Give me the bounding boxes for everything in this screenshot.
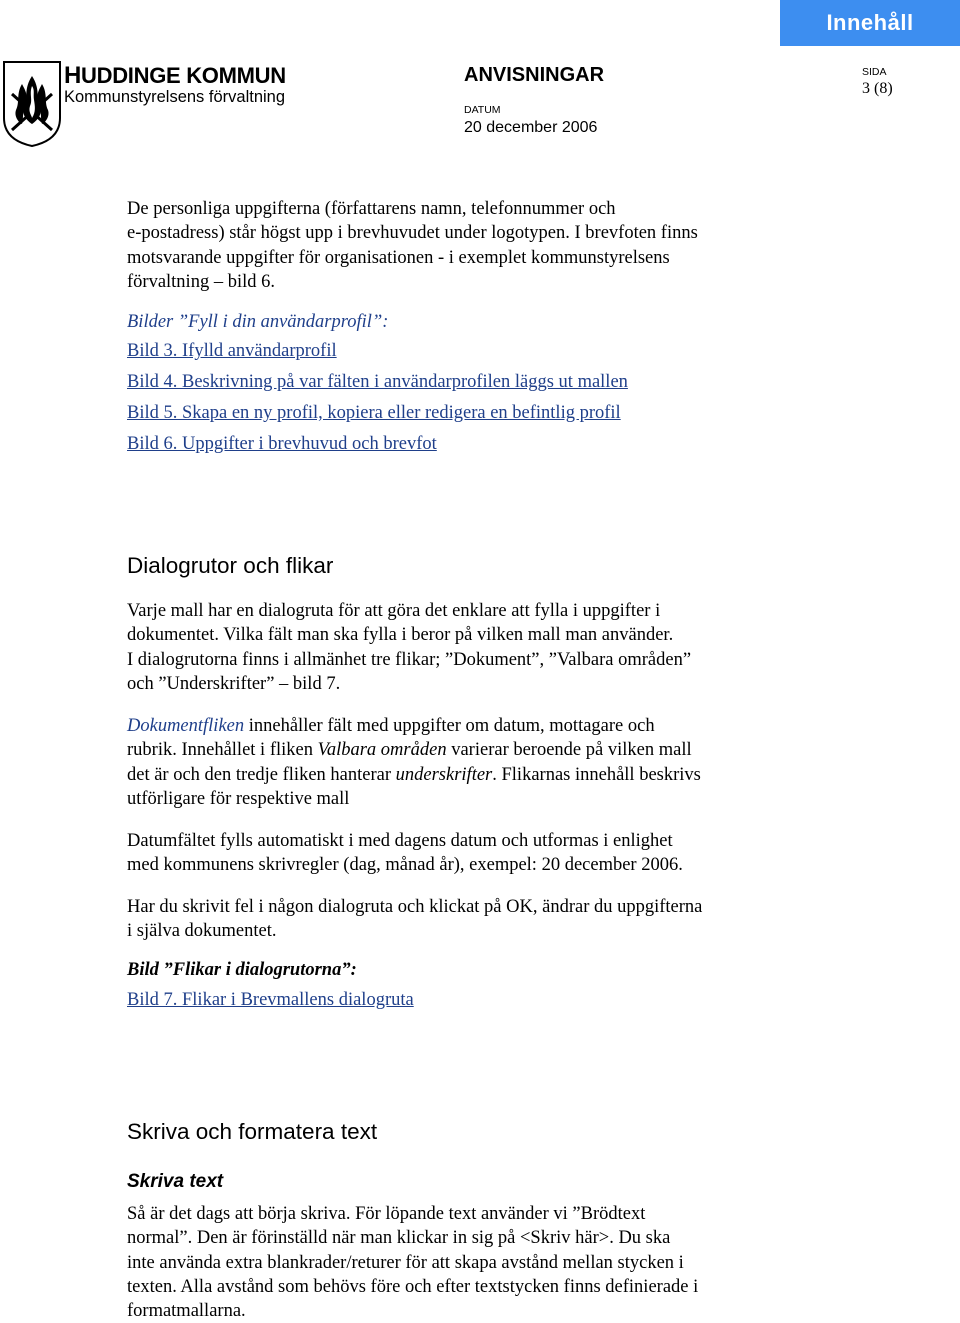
section-heading-writing: Skriva och formatera text [127,1119,378,1144]
figure-caption-tabs: Bild ”Flikar i dialogrutorna”: [127,960,357,980]
municipality-logo-icon [2,60,62,148]
dialogs-paragraph-1: Varje mall har en dialogruta för att göra det enklare att fylla i uppgifter i dokumentet. Vilka fält man ska fylla i beror på vilken mall man använder. I dialogrutorna finns i allmänhet tre flikar; ”Dokument”, ”Valbara områden” och ”Underskrifter” – bild 7. [127,601,692,694]
toc-button[interactable]: Innehåll [780,0,960,46]
link-bild-6[interactable]: Bild 6. Uppgifter i brevhuvud och brevfot [127,434,437,454]
organization-name: HUDDINGE KOMMUN [64,62,286,89]
dialogs-paragraph-4: Har du skrivit fel i någon dialogruta och klickat på OK, ändrar du uppgifterna i själva dokumentet. [127,897,703,942]
intro-paragraph: De personliga uppgifterna (författarens namn, telefonnummer och e-postadress) står högst upp i brevhuvudet under logotypen. I brevfoten finns motsvarande uppgifter för organisationen - i exemplet kommunstyrelsens förvaltning – bild 6. [127,199,698,292]
document-type: ANVISNINGAR [464,64,605,86]
organization-department: Kommunstyrelsens förvaltning [64,88,286,106]
link-bild-5[interactable]: Bild 5. Skapa en ny profil, kopiera eller redigera en befintlig profil [127,403,621,423]
link-bild-3[interactable]: Bild 3. Ifylld användarprofil [127,341,337,361]
link-bild-4[interactable]: Bild 4. Beskrivning på var fälten i användarprofilen läggs ut mallen [127,372,628,392]
subheading-write-text: Skriva text [127,1171,224,1192]
date-label: DATUM [464,104,501,116]
writing-paragraph: Så är det dags att börja skriva. För löpande text använder vi ”Brödtext normal”. Den är förinställd när man klickar in sig på <Skriv här>. Du ska inte använda extra blankrader/returer för att skapa avstånd mellan stycken i texten. Alla avstånd som behövs före och efter textstycken finns definierade i formatmallarna. [127,1204,699,1322]
page-label: SIDA [862,66,887,78]
page-number: 3 (8) [862,80,893,97]
dialogs-paragraph-2: Dokumentfliken innehåller fält med uppgifter om datum, mottagare och rubrik. Innehållet i fliken Valbara områden varierar beroende på vilken mall det är och den tredje fliken hanterar underskrifter. Flikarnas innehåll beskrivs utförligare för respektive mall [127,716,701,809]
section-heading-dialogs: Dialogrutor och flikar [127,553,334,578]
dialogs-paragraph-3: Datumfältet fylls automatiskt i med dagens datum och utformas i enlighet med kommunens skrivregler (dag, månad år), exempel: 20 december 2006. [127,831,683,876]
figure-caption-profile: Bilder ”Fyll i din användarprofil”: [127,312,389,332]
date-value: 20 december 2006 [464,119,598,136]
link-bild-7[interactable]: Bild 7. Flikar i Brevmallens dialogruta [127,990,414,1010]
